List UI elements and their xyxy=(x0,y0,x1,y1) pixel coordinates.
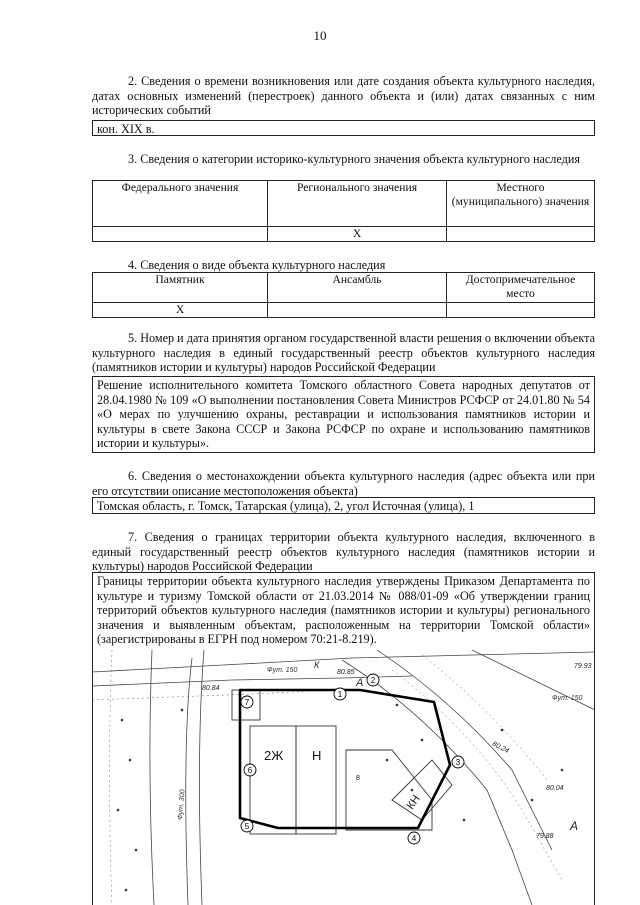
type-header-landmark: Достопримечательное место xyxy=(447,273,595,303)
category-header-local: Местного (муниципального) значения xyxy=(447,181,595,227)
category-mark-federal xyxy=(93,227,268,242)
type-header-monument: Памятник xyxy=(93,273,268,303)
map-elevation: 79.93 xyxy=(574,663,592,670)
type-table xyxy=(92,272,595,318)
type-mark-monument: Х xyxy=(93,303,268,318)
map-street-mark: К xyxy=(314,660,320,670)
category-table xyxy=(92,180,595,242)
map-street-mark: А xyxy=(356,677,364,689)
section-3-heading: 3. Сведения о категории историко-культурного значения объекта культурного наследия xyxy=(128,152,580,166)
map-point-label: 5 xyxy=(244,822,250,831)
type-mark-landmark xyxy=(447,303,595,318)
section-6-heading: 6. Сведения о местонахождении объекта культурного наследия (адрес объекта или при его отсутствии описание местоположения объекта) xyxy=(92,469,595,498)
map-building-label: КН xyxy=(404,793,423,812)
map-point-label: 1 xyxy=(337,690,343,699)
section-2-heading: 2. Сведения о времени возникновения или дате создания объекта культурного наследия, датах основных изменений (перестроек) данного объекта и (или) датах связанных с ним исторических событий xyxy=(92,74,595,118)
map-point-label: 6 xyxy=(247,766,253,775)
section-5-value: Решение исполнительного комитета Томского областного Совета народных депутатов от 28.04.1980 № 109 «О выполнении постановления Совета Министров РСФСР от 24.01.80 № 54 «О мерах по улучшению охраны, реставрации и использования памятников истории и культуры в свете Закона СССР и Закона РСФСР по охране и использованию памятников истории и культуры». xyxy=(97,378,590,451)
map-point-label: 4 xyxy=(411,834,417,843)
section-6-value-box xyxy=(92,497,595,514)
map-building-label: Н xyxy=(312,748,322,763)
map-point-label: 7 xyxy=(244,698,250,707)
map-elevation: 80.24 xyxy=(491,740,510,755)
section-2-value-box xyxy=(92,120,595,136)
map-misc-label: 8 xyxy=(356,775,360,782)
category-mark-local xyxy=(447,227,595,242)
map-path-label: Фут. 150 xyxy=(552,695,583,702)
map-path-label: Фут. 150 xyxy=(267,667,298,674)
section-2-value: кон. XIX в. xyxy=(97,122,155,136)
boundary-map xyxy=(92,650,595,905)
page-number: 10 xyxy=(313,28,327,43)
section-5-value-box xyxy=(92,376,595,453)
map-elevation: 80.04 xyxy=(546,785,564,792)
section-6-value: Томская область, г. Томск, Татарская (улица), 2, угол Источная (улица), 1 xyxy=(97,499,475,513)
type-header-ensemble: Ансамбль xyxy=(268,273,447,303)
map-elevation: 79.88 xyxy=(536,833,554,840)
map-street-mark: А xyxy=(570,819,579,833)
category-header-regional: Регионального значения xyxy=(268,181,447,227)
map-path-label: Фут. 300 xyxy=(177,789,187,821)
map-point-label: 2 xyxy=(370,676,376,685)
boundary-map-drawing xyxy=(92,650,595,905)
section-5-heading: 5. Номер и дата принятия органом государственной власти решения о включении объекта культурного наследия в единый государственный реестр объектов культурного наследия (памятников истории и культуры) народов Российской Федерации xyxy=(92,331,595,375)
section-7-heading: 7. Сведения о границах территории объекта культурного наследия, включенного в единый государственный реестр объектов культурного наследия (памятников истории и культуры) народов Российской Федерации xyxy=(92,530,595,574)
map-building-label: 2Ж xyxy=(264,748,284,763)
category-header-federal: Федерального значения xyxy=(93,181,268,227)
map-point-label: 3 xyxy=(455,758,461,767)
section-4-heading: 4. Сведения о виде объекта культурного наследия xyxy=(128,258,386,272)
map-elevation: 80.84 xyxy=(202,685,220,692)
category-mark-regional: Х xyxy=(268,227,447,242)
type-mark-ensemble xyxy=(268,303,447,318)
map-elevation: 80.85 xyxy=(337,669,355,676)
section-7-value: Границы территории объекта культурного наследия утверждены Приказом Департамента по культуре и туризму Томской области от 21.03.2014 № 088/01-09 «Об утверждении границ территорий объектов культурного наследия (памятников истории и культуры) регионального значения и выявленным объектам, расположенным на территории Томской области» (зарегистрированы в ЕГРН под номером 70:21-8.219). xyxy=(97,574,590,647)
